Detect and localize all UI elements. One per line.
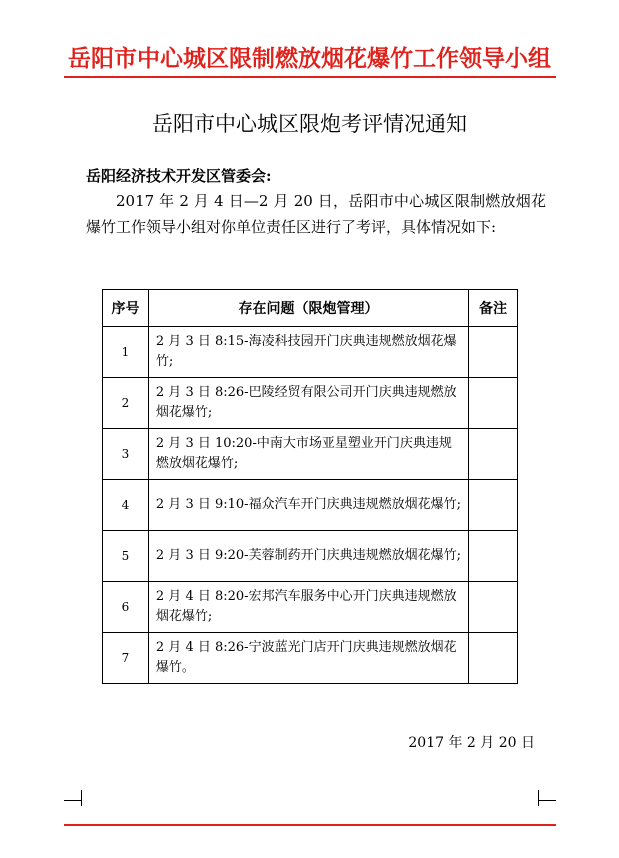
row-no: 6 <box>103 582 149 633</box>
row-issue: 2 月 3 日 9:10-福众汽车开门庆典违规燃放烟花爆竹; <box>148 480 468 531</box>
row-issue: 2 月 3 日 9:20-芙蓉制药开门庆典违规燃放烟花爆竹; <box>148 531 468 582</box>
table-row <box>103 480 518 531</box>
notice-title: 岳阳市中心城区限炮考评情况通知 <box>152 112 467 136</box>
row-note <box>469 429 518 480</box>
row-note <box>469 378 518 429</box>
row-no: 1 <box>103 327 149 378</box>
row-no: 7 <box>103 633 149 684</box>
crop-mark-left-h <box>64 800 82 801</box>
header-note: 备注 <box>469 290 518 327</box>
table-row <box>103 633 518 684</box>
row-note <box>469 531 518 582</box>
table-row <box>103 429 518 480</box>
row-issue: 2 月 4 日 8:26-宁波蓝光门店开门庆典违规燃放烟花爆竹。 <box>148 633 468 684</box>
header-no: 序号 <box>103 290 149 327</box>
crop-mark-right-v <box>538 790 539 806</box>
header-issue: 存在问题（限炮管理） <box>148 290 468 327</box>
row-issue: 2 月 3 日 8:26-巴陵经贸有限公司开门庆典违规燃放烟花爆竹; <box>148 378 468 429</box>
row-note <box>469 480 518 531</box>
table-row <box>103 531 518 582</box>
row-issue: 2 月 3 日 8:15-海凌科技园开门庆典违规燃放烟花爆竹; <box>148 327 468 378</box>
row-issue: 2 月 3 日 10:20-中南大市场亚星塑业开门庆典违规燃放烟花爆竹; <box>148 429 468 480</box>
crop-mark-left-v <box>81 790 82 806</box>
row-no: 5 <box>103 531 149 582</box>
recipient: 岳阳经济技术开发区管委会: <box>86 167 272 185</box>
sign-date: 2017 年 2 月 20 日 <box>408 735 535 751</box>
row-no: 3 <box>103 429 149 480</box>
row-issue: 2 月 4 日 8:20-宏邦汽车服务中心开门庆典违规燃放烟花爆竹; <box>148 582 468 633</box>
row-note <box>469 633 518 684</box>
row-note <box>469 582 518 633</box>
header-red-rule <box>64 76 556 78</box>
crop-mark-right-h <box>538 800 556 801</box>
table-row <box>103 582 518 633</box>
issues-table <box>102 289 518 684</box>
notice-body: 2017 年 2 月 4 日—2 月 20 日，岳阳市中心城区限制燃放烟花爆竹工作领导小组对你单位责任区进行了考评，具体情况如下: <box>86 192 546 236</box>
table-row <box>103 378 518 429</box>
table-header-row <box>103 290 518 327</box>
issuer-org-name: 岳阳市中心城区限制燃放烟花爆竹工作领导小组 <box>68 45 551 72</box>
footer-red-rule <box>64 824 556 826</box>
row-no: 4 <box>103 480 149 531</box>
row-note <box>469 327 518 378</box>
table-row <box>103 327 518 378</box>
row-no: 2 <box>103 378 149 429</box>
